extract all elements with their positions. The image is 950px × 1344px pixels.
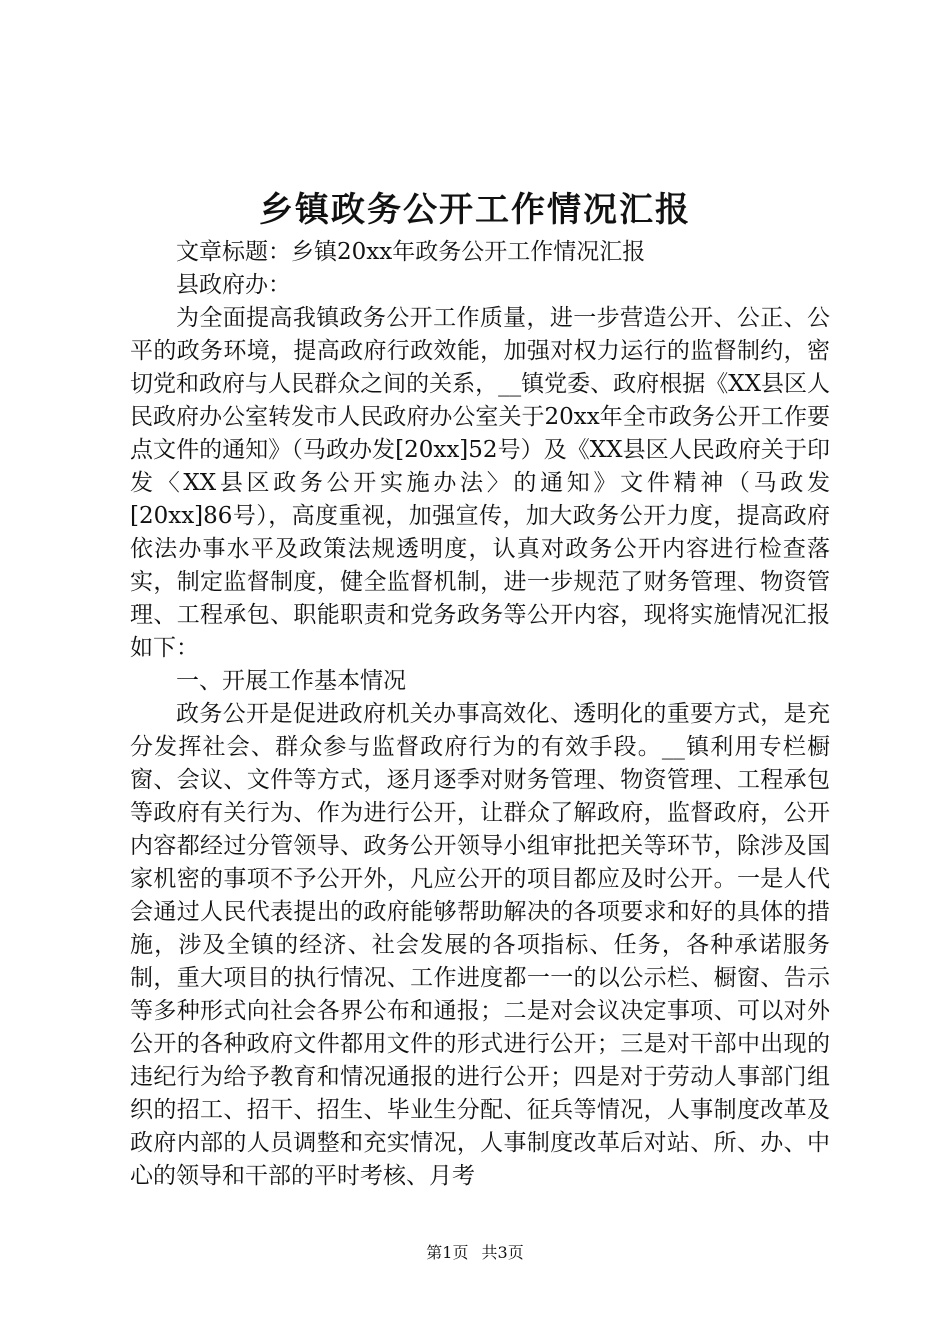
page-number: 第1页 bbox=[426, 1243, 469, 1262]
document-body bbox=[130, 236, 830, 1193]
section-paragraph: 政务公开是促进政府机关办事高效化、透明化的重要方式，是充分发挥社会、群众参与监督政府行为的有效手段。__镇利用专栏橱窗、会议、文件等方式，逐月逐季对财务管理、物资管理、工程承包等政府有关行为、作为进行公开，让群众了解政府，监督政府，公开内容都经过分管领导、政务公开领导小组审批把关等环节，除涉及国家机密的事项不予公开外，凡应公开的项目都应及时公开。一是人代会通过人民代表提出的政府能够帮助解决的各项要求和好的具体的措施，涉及全镇的经济、社会发展的各项指标、任务，各种承诺服务制，重大项目的执行情况、工作进度都一一的以公示栏、橱窗、告示等多种形式向社会各界公布和通报；二是对会议决定事项、可以对外公开的各种政府文件都用文件的形式进行公开；三是对干部中出现的违纪行为给予教育和情况通报的进行公开；四是对于劳动人事部门组织的招工、招干、招生、毕业生分配、征兵等情况，人事制度改革及政府内部的人员调整和充实情况，人事制度改革后对站、所、办、中心的领导和干部的平时考核、月考 bbox=[130, 701, 830, 1189]
page-footer bbox=[0, 1242, 950, 1264]
intro-paragraph: 为全面提高我镇政务公开工作质量，进一步营造公开、公正、公平的政务环境，提高政府行政效能，加强对权力运行的监督制约，密切党和政府与人民群众之间的关系，__镇党委、政府根据《XX县区人民政府办公室转发市人民政府办公室关于20xx年全市政务公开工作要点文件的通知》（马政办发[20xx]52号）及《XX县区人民政府关于印发〈XX县区政务公开实施办法〉的通知》文件精神（马政发[20xx]86号），高度重视，加强宣传，加大政务公开力度，提高政府依法办事水平及政策法规透明度，认真对政务公开内容进行检查落实，制定监督制度，健全监督机制，进一步规范了财务管理、物资管理、工程承包、职能职责和党务政务等公开内容，现将实施情况汇报如下： bbox=[130, 305, 830, 661]
section-heading: 一、开展工作基本情况 bbox=[176, 668, 406, 694]
article-title-line: 文章标题：乡镇20xx年政务公开工作情况汇报 bbox=[176, 239, 646, 265]
salutation: 县政府办： bbox=[176, 272, 291, 298]
page-total: 共3页 bbox=[481, 1243, 524, 1262]
document-title: 乡镇政务公开工作情况汇报 bbox=[259, 190, 691, 230]
